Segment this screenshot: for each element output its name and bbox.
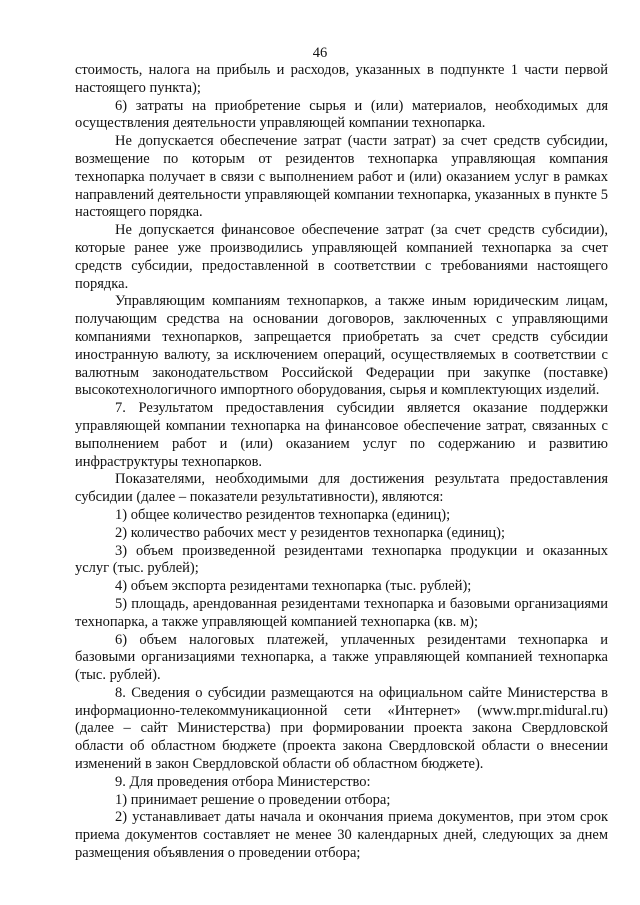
paragraph-item-6-raw-materials: 6) затраты на приобретение сырья и (или) материалов, необходимых для осуществления деятельности управляющей компании технопарка. — [75, 97, 608, 132]
paragraph-financing-restriction: Не допускается финансовое обеспечение затрат (за счет средств субсидии), которые ранее уже производились управляющей компанией технопарка за счет средств субсидии, предоставленной в соответствии с требованиями настоящего порядка. — [75, 222, 608, 292]
paragraph-cost-restriction: Не допускается обеспечение затрат (части затрат) за счет средств субсидии, возмещение по которым от резидентов технопарка управляющая компания технопарка получает в связи с выполнением работ и (или) оказанием услуг в рамках направлений деятельности управляющей компании технопарка, указанных в пункте 5 настоящего порядка. — [75, 133, 608, 221]
list-item-export-volume: 4) объем экспорта резидентами технопарка (тыс. рублей); — [115, 578, 472, 595]
paragraph-section-7-result: 7. Результатом предоставления субсидии является оказание поддержки управляющей компании технопарка на финансовое обеспечение затрат, связанных с выполнением работ и (или) оказанием услуг по содержанию и развитию инфраструктуры технопарков. — [75, 400, 608, 470]
paragraph-section-8-publication: 8. Сведения о субсидии размещаются на официальном сайте Министерства в информационно-телекоммуникационной сети «Интернет» (www.mpr.midural.ru) (далее – сайт Министерства) при формировании проекта закона Свердловской области об областном бюджете (проекта закона Свердловской области о внесении изменений в закон Свердловской области об областном бюджете). — [75, 684, 608, 773]
list-item-application-dates: 2) устанавливает даты начала и окончания приема документов, при этом срок приема документов составляет не менее 30 календарных дней, следующих за днем размещения объявления о проведении отбора; — [75, 809, 608, 862]
list-item-tax-payments: 6) объем налоговых платежей, уплаченных резидентами технопарка и базовыми организациями технопарка, а также управляющей компанией технопарка (тыс. рублей). — [75, 631, 608, 684]
paragraph-section-9-selection: 9. Для проведения отбора Министерство: — [115, 773, 371, 790]
paragraph-indicators-intro: Показателями, необходимыми для достижения результата предоставления субсидии (далее – показатели результативности), являются: — [75, 471, 608, 506]
list-item-jobs-count: 2) количество рабочих мест у резидентов технопарка (единиц); — [115, 524, 505, 541]
page-number: 46 — [312, 45, 328, 61]
paragraph-continuation: стоимость, налога на прибыль и расходов, указанных в подпункте 1 части первой настоящего пункта); — [75, 62, 608, 96]
list-item-residents-count: 1) общее количество резидентов технопарка (единиц); — [115, 506, 451, 523]
paragraph-currency-prohibition: Управляющим компаниям технопарков, а также иным юридическим лицам, получающим средства на основании договоров, заключенных с управляющими компаниями технопарков, запрещается приобретать за счет средств субсидии иностранную валюту, за исключением операций, осуществляемых в соответствии с валютным законодательством Российской Федерации при закупке (поставке) высокотехнологичного импортного оборудования, сырья и комплектующих изделий. — [75, 293, 608, 399]
list-item-leased-area: 5) площадь, арендованная резидентами технопарка и базовыми организациями технопарка, а также управляющей компанией технопарка (кв. м); — [75, 595, 608, 630]
document-body — [75, 62, 608, 863]
list-item-production-volume: 3) объем произведенной резидентами технопарка продукции и оказанных услуг (тыс. рублей); — [75, 542, 608, 577]
list-item-decision: 1) принимает решение о проведении отбора; — [115, 791, 391, 808]
